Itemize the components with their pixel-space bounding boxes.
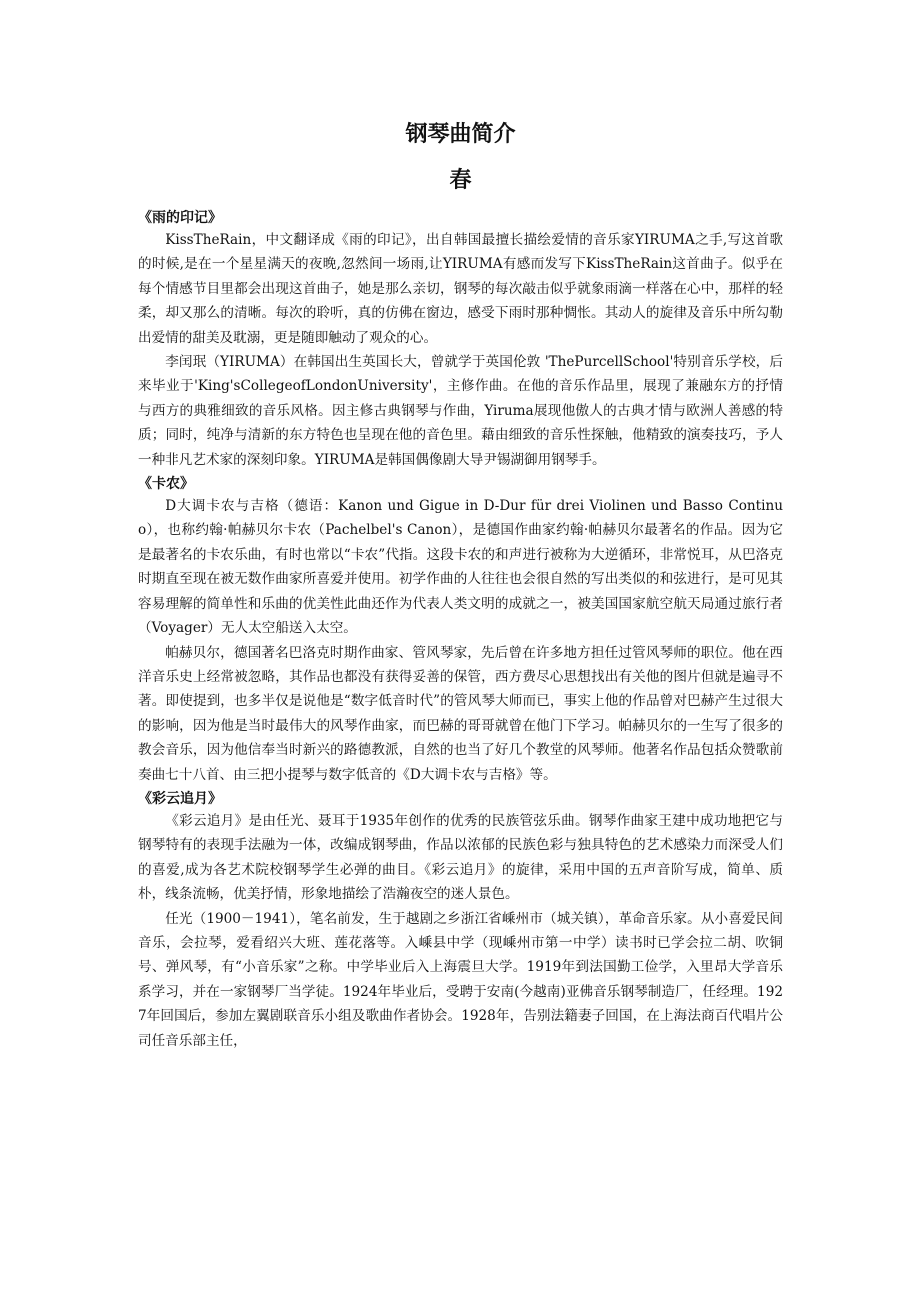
paragraph: KissTheRain，中文翻译成《雨的印记》，出自韩国最擅长描绘爱情的音乐家YIRUMA之手,写这首歌的时候,是在一个星星满天的夜晚,忽然间一场雨,让YIRUMA有感而发写下KissTheRain这首曲子。似乎在每个情感节目里都会出现这首曲子，她是那么亲切，钢琴的每次敲击似乎就象雨滴一样落在心中，那样的轻柔，却又那么的清晰。每次的聆听，真的仿佛在窗边，感受下雨时那种惆怅。其动人的旋律及音乐中所勾勒出爱情的甜美及耽溺，更是随即触动了观众的心。	[138, 232, 783, 346]
section-rain	[138, 208, 783, 472]
section-heading: 《卡农》	[138, 476, 194, 493]
paragraph: 任光（1900－1941），笔名前发，生于越剧之乡浙江省嵊州市（城关镇），革命音乐家。从小喜爱民间音乐，会拉琴，爱看绍兴大班、莲花落等。入嵊县中学（现嵊州市第一中学）读书时已学会拉二胡、吹铜号、弹风琴，有“小音乐家”之称。中学毕业后入上海震旦大学。1919年到法国勤工俭学，入里昂大学音乐系学习，并在一家钢琴厂当学徒。1924年毕业后，受聘于安南(今越南)亚佛音乐钢琴制造厂，任经理。1927年回国后，参加左翼剧联音乐小组及歌曲作者协会。1928年，告别法籍妻子回国，在上海法商百代唱片公司任音乐部主任，	[138, 910, 783, 1049]
section-heading: 《彩云追月》	[138, 790, 222, 807]
section-cloud-moon	[138, 789, 783, 1053]
section-canon	[138, 474, 783, 787]
season-subtitle: 春	[449, 168, 472, 193]
paragraph: D大调卡农与吉格（德语：Kanon und Gigue in D-Dur für drei Violinen und Basso Continuo），也称约翰·帕赫贝尔卡农（Pachelbel's Canon），是德国作曲家约翰·帕赫贝尔最著名的作品。因为它是最著名的卡农乐曲，有时也常以“卡农”代指。这段卡农的和声进行被称为大逆循环，非常悦耳，从巴洛克时期直至现在被无数作曲家所喜爱并使用。初学作曲的人往往也会很自然的写出类似的和弦进行，是可见其容易理解的简单性和乐曲的优美性此曲还作为代表人类文明的成就之一，被美国国家航空航天局通过旅行者（Voyager）无人太空船送入太空。	[138, 498, 783, 637]
section-heading: 《雨的印记》	[138, 210, 222, 226]
paragraph: 李闰珉（YIRUMA）在韩国出生英国长大，曾就学于英国伦敦 'ThePurcellSchool'特别音乐学校，后来毕业于'King'sCollegeofLondonUniversity'，主修作曲。在他的音乐作品里，展现了兼融东方的抒情与西方的典雅细致的音乐风格。因主修古典钢琴与作曲，Yiruma展现他傲人的古典才情与欧洲人善感的特质；同时，纯净与清新的东方特色也呈现在他的音色里。藉由细致的音乐性探触，他精致的演奏技巧，予人一种非凡艺术家的深刻印象。YIRUMA是韩国偶像剧大导尹锡湖御用钢琴手。	[138, 354, 783, 468]
document-body	[138, 118, 783, 1053]
page-title: 钢琴曲简介	[405, 122, 516, 147]
paragraph: 《彩云追月》是由任光、聂耳于1935年创作的优秀的民族管弦乐曲。钢琴作曲家王建中成功地把它与钢琴特有的表现手法融为一体，改编成钢琴曲，作品以浓郁的民族色彩与独具特色的艺术感染力而深受人们的喜爱,成为各艺术院校钢琴学生必弹的曲目。《彩云追月》的旋律，采用中国的五声音阶写成，简单、质朴，线条流畅，优美抒情，形象地描绘了浩瀚夜空的迷人景色。	[138, 812, 783, 903]
paragraph: 帕赫贝尔，德国著名巴洛克时期作曲家、管风琴家，先后曾在许多地方担任过管风琴师的职位。他在西洋音乐史上经常被忽略，其作品也都没有获得妥善的保管，西方费尽心思想找出有关他的图片但就是遍寻不著。即使提到，也多半仅是说他是“数字低音时代”的管风琴大师而已，事实上他的作品曾对巴赫产生过很大的影响，因为他是当时最伟大的风琴作曲家，而巴赫的哥哥就曾在他门下学习。帕赫贝尔的一生写了很多的教会音乐，因为他信奉当时新兴的路德教派，自然的也当了好几个教堂的风琴师。他著名作品包括众赞歌前奏曲七十八首、由三把小提琴与数字低音的《D大调卡农与吉格》等。	[138, 644, 783, 783]
